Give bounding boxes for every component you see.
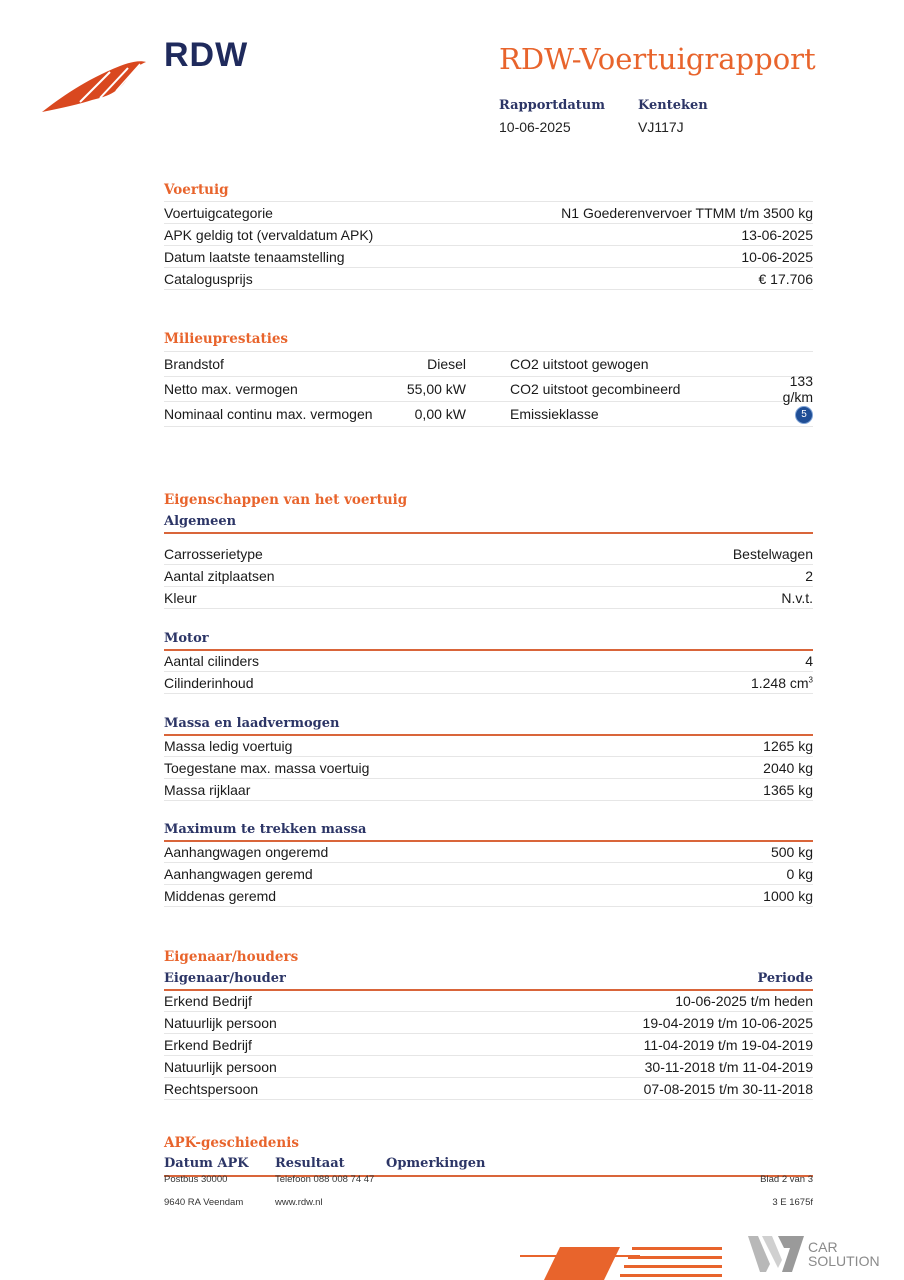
row-value: 10-06-2025 [741, 248, 813, 265]
row-label: Cilinderinhoud [164, 674, 254, 691]
row-label: Erkend Bedrijf [164, 992, 252, 1009]
watermark-line2: SOLUTION [808, 1253, 880, 1269]
table-row [164, 246, 813, 268]
table-row [164, 863, 813, 885]
owners-table-header [164, 971, 813, 986]
row-label: CO2 uitstoot gecombineerd [510, 381, 681, 397]
owners-table [164, 990, 813, 1100]
row-label: Aanhangwagen ongeremd [164, 843, 329, 860]
environment-section-title: Milieuprestaties [164, 331, 289, 347]
footer-page-number: Blad 2 van 3 [760, 1174, 813, 1185]
row-label: Netto max. vermogen [164, 381, 298, 397]
row-value: 19-04-2019 t/m 10-06-2025 [642, 1014, 813, 1031]
footer-postbus: Postbus 30000 [164, 1174, 228, 1185]
row-label: Massa rijklaar [164, 781, 251, 798]
table-row [164, 990, 813, 1012]
row-label: Aantal cilinders [164, 652, 259, 669]
table-row [164, 587, 813, 609]
row-label: Nominaal continu max. vermogen [164, 406, 373, 422]
table-row [164, 565, 813, 587]
row-label: CO2 uitstoot gewogen [510, 356, 649, 372]
emission-class-badge: 5 [795, 406, 813, 424]
table-row [164, 1034, 813, 1056]
row-value: 1000 kg [763, 887, 813, 904]
row-label: Voertuigcategorie [164, 204, 273, 221]
footer-code: 3 E 1675f [772, 1197, 813, 1208]
vehicle-table [164, 201, 813, 290]
row-label: Middenas geremd [164, 887, 277, 904]
row-value: 13-06-2025 [741, 226, 813, 243]
table-row [164, 1012, 813, 1034]
emission-class-cell [756, 404, 813, 424]
towing-subtitle: Maximum te trekken massa [164, 822, 367, 837]
row-label: Massa ledig voertuig [164, 737, 293, 754]
mass-table [164, 735, 813, 801]
divider [164, 1175, 813, 1177]
apk-result-header: Resultaat [275, 1156, 345, 1171]
row-value: € 17.706 [758, 270, 813, 287]
footer-city: 9640 RA Veendam [164, 1197, 244, 1208]
rdw-logo-text: RDW [164, 36, 249, 74]
row-label: Natuurlijk persoon [164, 1014, 277, 1031]
apk-remarks-header: Opmerkingen [386, 1156, 486, 1171]
row-value: Diesel [427, 356, 466, 372]
row-label: Emissieklasse [510, 406, 599, 422]
table-row [164, 268, 813, 290]
table-row [164, 1078, 813, 1100]
row-value: 11-04-2019 t/m 19-04-2019 [643, 1036, 813, 1053]
row-label: APK geldig tot (vervaldatum APK) [164, 226, 374, 243]
table-row [164, 352, 813, 377]
general-table [164, 543, 813, 609]
report-title: RDW-Voertuigrapport [499, 42, 816, 76]
row-value: 133 g/km [782, 373, 813, 405]
table-row [164, 543, 813, 565]
environment-table [164, 351, 813, 427]
footer-stripes-icon [520, 1242, 725, 1280]
table-row [164, 650, 813, 672]
row-value: 07-08-2015 t/m 30-11-2018 [643, 1080, 813, 1097]
table-row [164, 202, 813, 224]
plate-label: Kenteken [638, 98, 708, 113]
table-row [164, 885, 813, 907]
row-value: N.v.t. [781, 589, 813, 606]
engine-table [164, 650, 813, 694]
table-row [164, 373, 813, 405]
mass-subtitle: Massa en laadvermogen [164, 716, 340, 731]
row-label: Aanhangwagen geremd [164, 865, 313, 882]
table-row [164, 224, 813, 246]
row-value: 4 [805, 652, 813, 669]
footer-phone: Telefoon 088 008 74 47 [275, 1174, 375, 1185]
rdw-logo-icon [40, 58, 150, 116]
watermark-line1: CAR [808, 1239, 838, 1255]
row-label: Kleur [164, 589, 197, 606]
plate-value: VJ117J [638, 119, 684, 135]
table-row [164, 757, 813, 779]
row-value: 2040 kg [763, 759, 813, 776]
car-solution-logo-icon [748, 1234, 806, 1274]
row-value: 30-11-2018 t/m 11-04-2019 [644, 1058, 813, 1075]
row-label: Datum laatste tenaamstelling [164, 248, 345, 265]
row-value: 10-06-2025 t/m heden [675, 992, 813, 1009]
unit-superscript: 3 [808, 674, 813, 684]
row-value: 0 kg [786, 865, 813, 882]
row-value: 1365 kg [763, 781, 813, 798]
row-label: Natuurlijk persoon [164, 1058, 277, 1075]
vehicle-section-title: Voertuig [164, 182, 229, 198]
engine-subtitle: Motor [164, 631, 209, 646]
displacement-value: 1.248 cm [750, 674, 809, 691]
watermark-text [808, 1240, 880, 1268]
row-label: Rechtspersoon [164, 1080, 259, 1097]
row-label: Brandstof [164, 356, 224, 372]
table-row [164, 841, 813, 863]
owner-column-header: Eigenaar/houder [164, 971, 286, 986]
row-value [751, 675, 813, 691]
properties-section-title: Eigenschappen van het voertuig [164, 492, 408, 508]
row-label: Aantal zitplaatsen [164, 567, 275, 584]
row-label: Carrosserietype [164, 545, 263, 562]
table-row [164, 402, 813, 427]
table-row [164, 779, 813, 801]
row-value: 1265 kg [763, 737, 813, 754]
table-row [164, 1056, 813, 1078]
general-subtitle: Algemeen [164, 514, 237, 529]
row-value: 0,00 kW [414, 406, 466, 422]
towing-table [164, 841, 813, 907]
apk-section-title: APK-geschiedenis [164, 1135, 299, 1151]
report-date-value: 10-06-2025 [499, 119, 571, 135]
row-label: Catalogusprijs [164, 270, 253, 287]
row-value: N1 Goederenvervoer TTMM t/m 3500 kg [561, 204, 813, 221]
apk-date-header: Datum APK [164, 1156, 249, 1171]
table-row [164, 735, 813, 757]
row-value: 500 kg [770, 843, 813, 860]
period-column-header: Periode [757, 971, 813, 986]
owners-section-title: Eigenaar/houders [164, 949, 299, 965]
footer-website: www.rdw.nl [275, 1197, 323, 1208]
table-row [164, 672, 813, 694]
row-label: Toegestane max. massa voertuig [164, 759, 370, 776]
row-value: Bestelwagen [732, 545, 813, 562]
row-value: 2 [805, 567, 813, 584]
divider [164, 532, 813, 534]
report-date-label: Rapportdatum [499, 98, 605, 113]
row-label: Erkend Bedrijf [164, 1036, 252, 1053]
row-value: 55,00 kW [406, 381, 466, 397]
